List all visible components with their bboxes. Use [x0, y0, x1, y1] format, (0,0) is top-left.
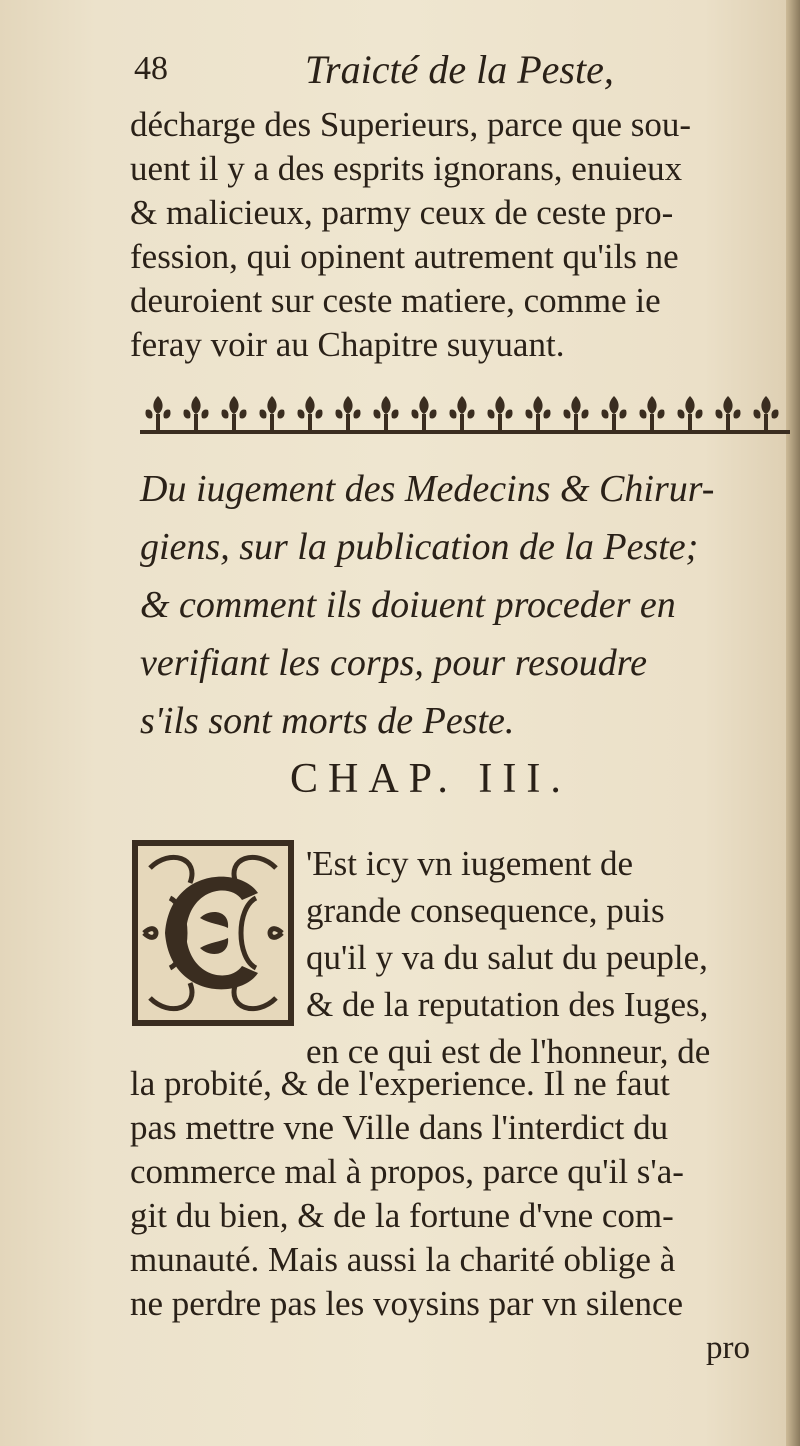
- decorated-initial: [130, 838, 296, 1028]
- fleuron: [145, 396, 170, 430]
- section-heading-line: giens, sur la publication de la Peste;: [140, 526, 699, 568]
- page-gutter-shadow: [786, 0, 800, 1446]
- intro-line: fession, qui opinent autrement qu'ils ne: [130, 237, 679, 276]
- section-heading-line: Du iugement des Medecins & Chirur-: [140, 468, 715, 510]
- body-line: 'Est icy vn iugement de: [306, 844, 634, 883]
- catchword: pro: [706, 1330, 750, 1366]
- fleuron-ornament: [140, 390, 790, 436]
- body-line: grande consequence, puis: [306, 891, 665, 930]
- body-line: pas mettre vne Ville dans l'interdict du: [130, 1108, 669, 1147]
- body-line: en ce qui est de l'honneur, de: [306, 1032, 711, 1071]
- section-heading-line: & comment ils doiuent proceder en: [140, 584, 676, 626]
- intro-line: uent il y a des esprits ignorans, enuieux: [130, 149, 683, 188]
- intro-line: feray voir au Chapitre suyuant.: [130, 325, 565, 364]
- page-number: 48: [134, 50, 168, 87]
- body-line: commerce mal à propos, parce qu'il s'a-: [130, 1152, 684, 1191]
- section-heading-line: s'ils sont morts de Peste.: [140, 700, 515, 742]
- intro-line: & malicieux, parmy ceux de ceste pro-: [130, 193, 674, 232]
- intro-line: deuroient sur ceste matiere, comme ie: [130, 281, 661, 320]
- page-header: [130, 40, 770, 96]
- running-title: Traicté de la Peste,: [305, 47, 614, 92]
- woodcut-initial-icon: [130, 838, 296, 1028]
- intro-line: décharge des Superieurs, parce que sou-: [130, 105, 692, 144]
- body-line: git du bien, & de la fortune d'vne com-: [130, 1196, 674, 1235]
- chapter-label: CHAP. III.: [290, 756, 571, 802]
- printers-ornament-band: [140, 390, 790, 436]
- body-line: & de la reputation des Iuges,: [306, 985, 709, 1024]
- section-heading-line: verifiant les corps, pour resoudre: [140, 642, 647, 684]
- body-line: la probité, & de l'experience. Il ne faut: [130, 1064, 670, 1103]
- body-line: ne perdre pas les voysins par vn silence: [130, 1284, 684, 1323]
- body-line: munauté. Mais aussi la charité oblige à: [130, 1240, 676, 1279]
- body-line: qu'il y va du salut du peuple,: [306, 938, 708, 977]
